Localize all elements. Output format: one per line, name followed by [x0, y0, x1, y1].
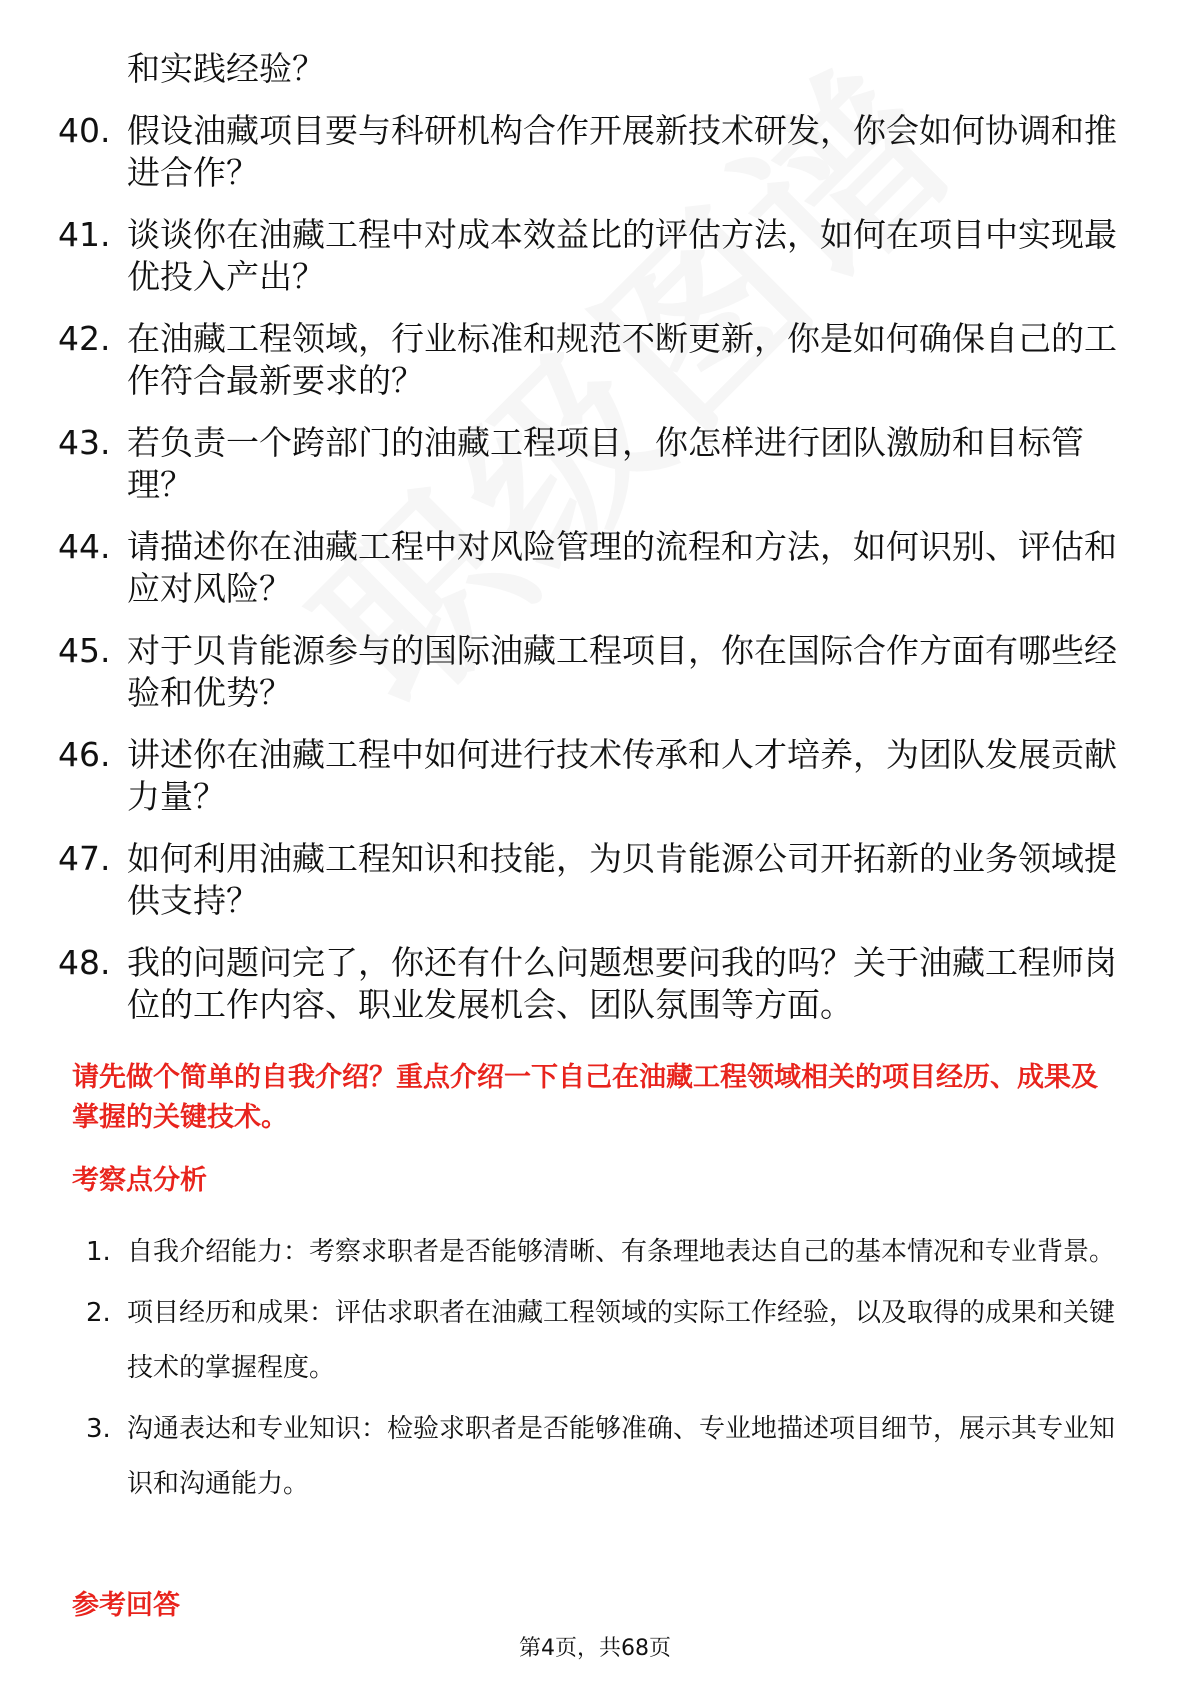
question-item	[58, 734, 1118, 818]
question-number: 42.	[58, 319, 111, 358]
highlight-question: 请先做个简单的自我介绍？重点介绍一下自己在油藏工程领域相关的项目经历、成果及掌握的关键技术。	[72, 1062, 1098, 1133]
question-text: 谈谈你在油藏工程中对成本效益比的评估方法，如何在项目中实现最优投入产出？	[127, 215, 1117, 296]
question-text: 对于贝肯能源参与的国际油藏工程项目，你在国际合作方面有哪些经验和优势？	[127, 631, 1117, 712]
question-number: 47.	[58, 839, 111, 878]
question-item	[58, 838, 1118, 922]
question-text: 如何利用油藏工程知识和技能，为贝肯能源公司开拓新的业务领域提供支持？	[127, 839, 1117, 920]
question-text: 若负责一个跨部门的油藏工程项目，你怎样进行团队激励和目标管理？	[127, 423, 1084, 504]
analysis-item	[72, 1402, 1118, 1512]
question-number: 43.	[58, 423, 111, 462]
analysis-text: 项目经历和成果：评估求职者在油藏工程领域的实际工作经验，以及取得的成果和关键技术的掌握程度。	[127, 1298, 1116, 1383]
question-number: 41.	[58, 215, 111, 254]
question-text: 在油藏工程领域，行业标准和规范不断更新，你是如何确保自己的工作符合最新要求的？	[127, 319, 1117, 400]
question-text: 我的问题问完了，你还有什么问题想要问我的吗？关于油藏工程师岗位的工作内容、职业发展机会、团队氛围等方面。	[127, 943, 1117, 1024]
question-continuation: 和实践经验？	[127, 49, 325, 88]
question-item	[58, 526, 1118, 610]
question-text: 请描述你在油藏工程中对风险管理的流程和方法，如何识别、评估和应对风险？	[127, 527, 1117, 608]
page-footer: 第4页，共68页	[519, 1636, 671, 1661]
question-list	[58, 48, 1118, 1046]
analysis-text: 自我介绍能力：考察求职者是否能够清晰、有条理地表达自己的基本情况和专业背景。	[127, 1237, 1116, 1267]
question-item	[58, 110, 1118, 194]
question-text: 讲述你在油藏工程中如何进行技术传承和人才培养，为团队发展贡献力量？	[127, 735, 1117, 816]
analysis-item	[72, 1286, 1118, 1396]
question-number: 44.	[58, 527, 111, 566]
analysis-text: 沟通表达和专业知识：检验求职者是否能够准确、专业地描述项目细节，展示其专业知识和沟通能力。	[127, 1414, 1116, 1499]
question-item	[58, 214, 1118, 298]
analysis-number: 1.	[86, 1237, 111, 1267]
analysis-number: 3.	[86, 1414, 111, 1444]
analysis-item	[72, 1225, 1118, 1280]
analysis-heading: 考察点分析	[72, 1165, 207, 1196]
question-number: 46.	[58, 735, 111, 774]
question-item	[58, 422, 1118, 506]
analysis-number: 2.	[86, 1298, 111, 1328]
reference-heading: 参考回答	[72, 1590, 180, 1621]
question-item	[58, 942, 1118, 1026]
question-number: 45.	[58, 631, 111, 670]
question-number: 48.	[58, 943, 111, 982]
analysis-list	[72, 1225, 1118, 1518]
question-number: 40.	[58, 111, 111, 150]
question-item	[58, 318, 1118, 402]
question-text: 假设油藏项目要与科研机构合作开展新技术研发，你会如何协调和推进合作？	[127, 111, 1117, 192]
question-item	[58, 630, 1118, 714]
